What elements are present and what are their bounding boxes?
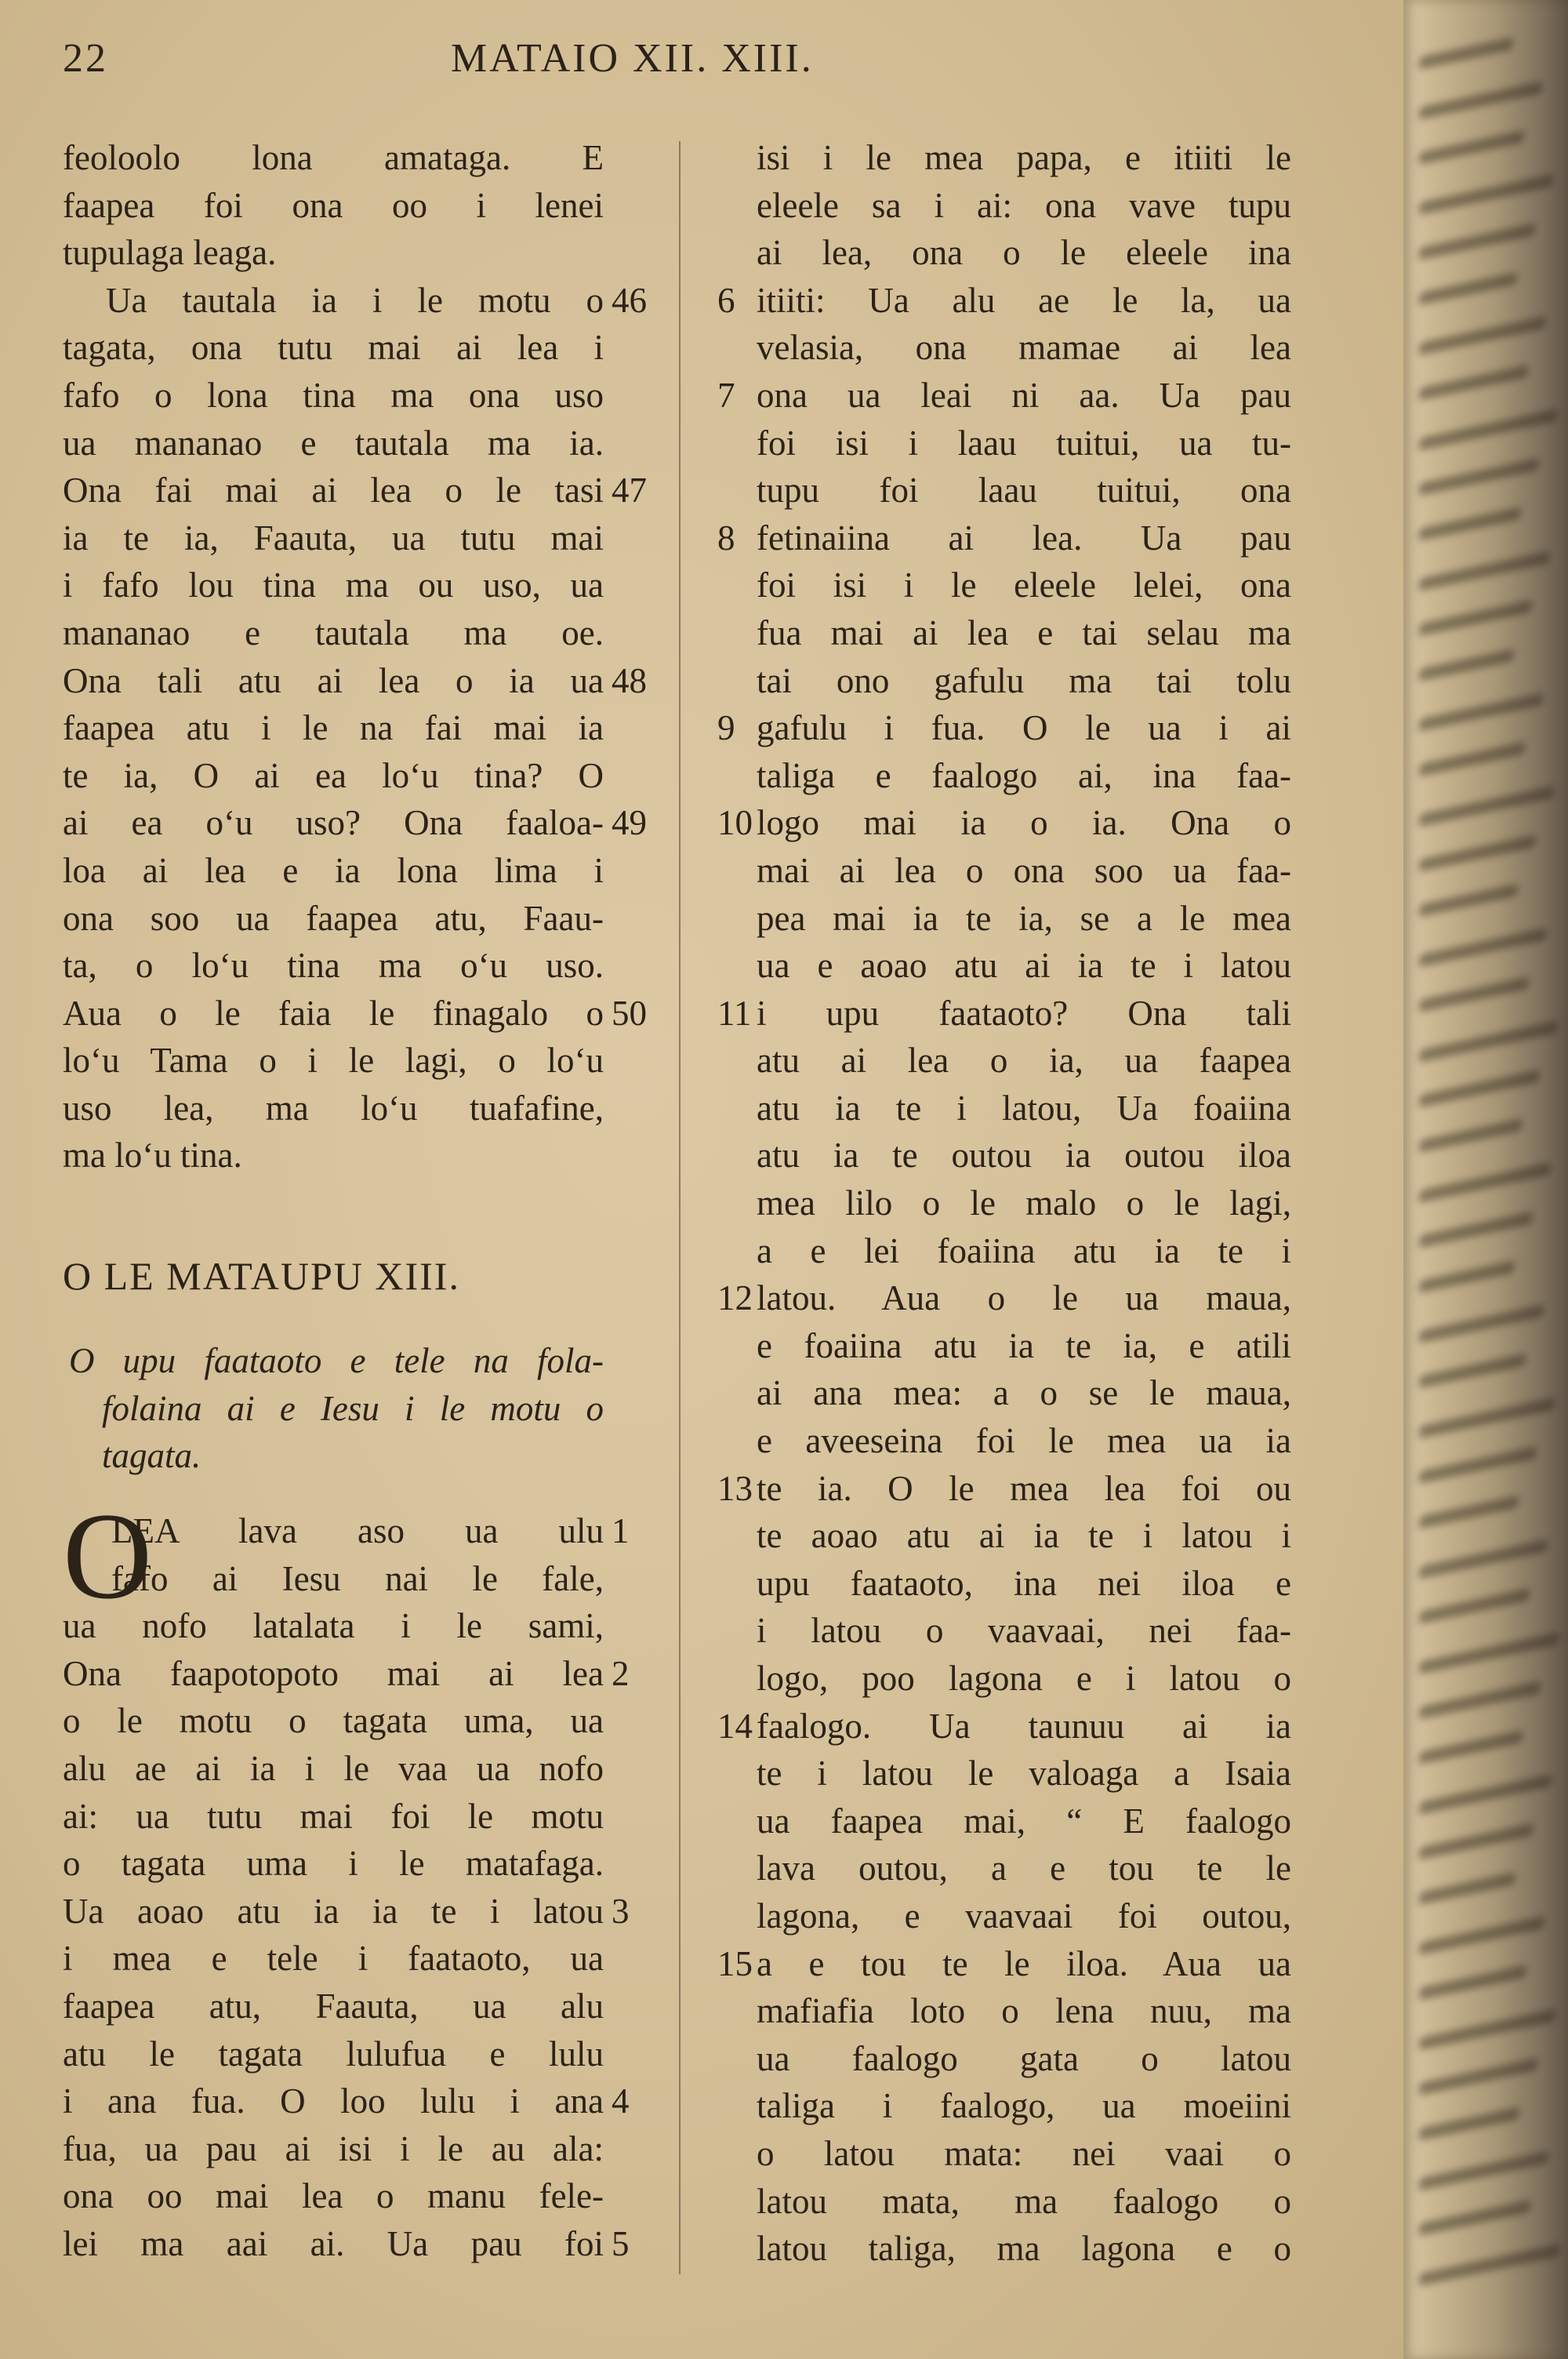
text-line [63,1935,604,1983]
text-line [757,324,1291,372]
facing-page-text-blur [1419,1539,1548,1579]
text-line [717,372,1291,420]
line-text: te i latou le valoaga a Isaia [757,1754,1291,1794]
text-line [717,1465,1291,1513]
text-line [63,657,647,705]
line-text: mananao e tautala ma oe. [63,612,604,652]
facing-page-text-blur [1419,1118,1522,1153]
line-text: ua e aoao atu ai ia te i latou [757,946,1291,986]
line-text: ua faapea mai, “ E faalogo [757,1801,1291,1841]
verse-number: 2 [612,1653,630,1693]
line-text: feoloolo lona amataga. E [63,138,604,177]
line-text: mai ai lea o ona soo ua faa- [757,850,1291,890]
line-text: faapea foi ona oo i lenei [63,185,604,225]
facing-page-text-blur [1419,742,1525,777]
left-column-continuation [63,134,647,1180]
line-text: lo‘u Tama o i le lagi, o lo‘u [63,1041,604,1081]
verse-number: 50 [612,993,647,1033]
verse-number: 5 [612,2223,630,2263]
line-text: faapea atu i le na fai mai ia [63,708,604,748]
facing-page-text-blur [1419,458,1539,496]
verse-number: 47 [612,471,647,511]
line-text: ona oo mai lea o manu fele- [63,2176,604,2216]
line-text: i latou o vaavaai, nei faa- [757,1611,1291,1651]
line-text: atu le tagata lulufua e lulu [63,2034,604,2074]
text-line [717,704,1291,752]
line-text: ai ana mea: a o se le maua, [757,1373,1291,1413]
line-text: pea mai ia te ia, se a le mea [757,898,1291,938]
facing-page-text-blur [1419,37,1513,70]
text-line [757,229,1291,277]
line-text: itiiti: Ua alu ae le la, ua [757,280,1291,320]
line-text: a e lei foaiina atu ia te i [757,1230,1291,1270]
text-line [63,229,604,277]
facing-page-text-blur [1419,1872,1515,1905]
line-text: eleele sa i ai: ona vave tupu [757,185,1291,225]
verse-number: 12 [717,1278,753,1318]
text-line [757,1322,1291,1370]
facing-page-text-blur [1419,316,1546,355]
line-text: ai lea, ona o le eleele ina [757,233,1291,273]
text-line [717,1940,1291,1988]
text-line [757,752,1291,800]
text-line [717,1274,1291,1322]
line-text: mafiafia loto o lena nuu, ma [757,1991,1291,2031]
text-line [63,562,604,609]
facing-page-text-blur [1419,551,1550,591]
line-text: logo mai ia o ia. Ona o [757,803,1291,843]
line-text: lagona, e vaavaai foi outou, [757,1896,1291,1936]
facing-page-text-blur [1419,272,1517,306]
line-text: i ana fua. O loo lulu i ana [63,2081,604,2121]
line-text: isi i le mea papa, e itiiti le [757,138,1291,177]
text-line [757,1369,1291,1417]
facing-page-text-blur [1419,1730,1523,1765]
line-text: folaina ai e Iesu i le motu o [102,1388,604,1428]
line-text: tagata, ona tutu mai ai lea i [63,328,604,368]
text-line [63,1037,604,1085]
text-line [757,1037,1291,1085]
verse-number: 3 [612,1891,630,1931]
line-text: faalogo. Ua taunuu ai ia [757,1706,1291,1746]
text-line [757,895,1291,943]
line-text: i fafo lou tina ma ou uso, ua [63,565,604,605]
facing-page-text-blur [1419,507,1521,541]
facing-page-text-blur [1419,1020,1558,1063]
text-line [757,1085,1291,1132]
text-line [63,324,604,372]
facing-page-text-blur [1419,928,1547,968]
facing-page-text-blur [1419,1354,1526,1389]
text-line [757,609,1291,657]
line-text: a e tou te le iloa. Aua ua [757,1943,1291,1983]
facing-page-text-blur [1419,1212,1533,1249]
text-line [757,847,1291,895]
facing-page-text-blur [1419,1070,1540,1108]
line-text: O upu faataoto e tele na fola- [69,1341,604,1380]
line-text: o tagata uma i le matafaga. [63,1844,604,1884]
text-line [757,2130,1291,2178]
line-text: fua mai ai lea e tai selau ma [757,612,1291,652]
drop-cap: O [63,1488,153,1625]
text-line [757,467,1291,514]
text-line [63,2030,604,2078]
text-line [757,2225,1291,2273]
line-text: upu faataoto, ina nei iloa e [757,1563,1291,1603]
line-text: te ia. O le mea lea foi ou [757,1468,1291,1508]
facing-page-text-blur [1419,2058,1537,2095]
verse-number: 48 [612,660,647,700]
text-line [717,990,1291,1038]
line-text: velasia, ona mamae ai lea [757,328,1291,368]
text-line [63,752,604,800]
line-text: ia te ia, Faauta, ua tutu mai [63,518,604,558]
line-text: foi isi i le eleele lelei, ona [757,565,1291,605]
facing-page-text-blur [1419,130,1524,165]
facing-page-text-blur [1419,2106,1519,2140]
verse-number: 9 [717,708,735,748]
text-line [63,1602,604,1650]
text-line [63,514,604,562]
facing-page-text-blur [1419,2150,1548,2190]
text-line [757,1797,1291,1845]
chapter-summary [63,1337,604,1480]
text-line [757,1607,1291,1655]
line-text: i mea e tele i faataoto, ua [63,1939,604,1979]
line-text: alu ae ai ia i le vaa ua nofo [63,1748,604,1788]
line-text: atu ia te outou ia outou iloa [757,1136,1291,1176]
line-text: latou taliga, ma lagona e o [757,2229,1291,2269]
text-line [63,847,604,895]
text-line [757,562,1291,609]
text-line [63,1132,604,1180]
text-line [63,1840,604,1888]
text-line [63,2125,604,2173]
text-line [63,1337,604,1385]
facing-page-text-blur [1419,1823,1534,1859]
text-line [63,1793,604,1841]
text-line [63,704,604,752]
text-line [63,277,647,325]
text-line [63,1888,630,1936]
line-text: Ona faapotopoto mai ai lea [63,1653,604,1693]
line-text: uso lea, ma lo‘u tuafafine, [63,1088,604,1128]
text-line [757,1417,1291,1465]
verse-number: 14 [717,1706,753,1746]
line-text: loa ai lea e ia lona lima i [63,850,604,890]
verse-number: 4 [612,2081,630,2121]
line-text: tai ono gafulu ma tai tolu [757,660,1291,700]
text-line [757,2035,1291,2083]
verse-number: 10 [717,803,753,843]
text-line [757,1987,1291,2035]
line-text: fafo o lona tina ma ona uso [63,375,604,415]
text-line [63,1385,604,1433]
text-line [757,657,1291,705]
text-line [63,1650,630,1698]
text-line [717,514,1291,562]
text-line [63,420,604,467]
text-line [757,1227,1291,1275]
facing-page-text-blur [1419,1260,1515,1293]
facing-page-text-blur [1419,365,1528,401]
line-text: gafulu i fua. O le ua i ai [757,708,1291,748]
facing-page-text-blur [1419,1446,1537,1484]
line-text: ona soo ua faapea atu, Faau- [63,898,604,938]
text-line [63,2172,604,2220]
text-line [717,799,1291,847]
line-text: e foaiina atu ia te ia, e atili [757,1325,1291,1365]
line-text: ua nofo latalata i le sami, [63,1606,604,1646]
verse-number: 13 [717,1468,753,1508]
text-line [757,1892,1291,1940]
verse-number: 1 [612,1511,630,1550]
facing-page-text-blur [1419,409,1557,450]
text-line [757,942,1291,990]
text-line [757,1512,1291,1560]
line-text: te aoao atu ai ia te i latou i [757,1516,1291,1556]
facing-page-text-blur [1419,976,1529,1012]
facing-page-text-blur [1419,174,1553,215]
right-column [717,134,1291,2273]
line-text: mea lilo o le malo o le lagi, [757,1183,1291,1223]
facing-page-text-blur [1419,1398,1555,1439]
line-text: ai: ua tutu mai foi le motu [63,1796,604,1836]
text-line [757,182,1291,230]
line-text: o latou mata: nei vaai o [757,2133,1291,2173]
line-text: Ona fai mai ai lea o le tasi [63,471,604,511]
facing-page-edge [1403,0,1568,2359]
line-text: lei ma aai ai. Ua pau foi [63,2223,604,2263]
facing-page-text-blur [1419,1304,1544,1343]
text-line [757,1750,1291,1797]
facing-page-text-blur [1419,81,1542,119]
line-text: i upu faataoto? Ona tali [757,993,1291,1033]
facing-page-text-blur [1419,2009,1555,2051]
facing-page-text-blur [1419,884,1518,918]
line-text: LEA lava aso ua ulu [111,1511,604,1550]
text-line [63,2220,630,2268]
text-line [63,1085,604,1132]
line-text: lava outou, a e tou te le [757,1848,1291,1888]
line-text: fua, ua pau ai isi i le au ala: [63,2128,604,2168]
line-text: tupulaga leaga. [63,233,277,273]
line-text: latou mata, ma faalogo o [757,2181,1291,2221]
text-line [63,609,604,657]
text-line [63,182,604,230]
line-text: ona ua leai ni aa. Ua pau [757,375,1291,415]
line-text: tupu foi laau tuitui, ona [757,471,1291,511]
facing-page-text-blur [1419,1681,1541,1720]
text-line [757,1845,1291,1892]
text-line [757,1132,1291,1180]
line-text: fafo ai Iesu nai le fale, [111,1558,604,1598]
text-line [757,2082,1291,2130]
verse-number: 46 [612,280,647,320]
text-line [63,1555,604,1603]
line-text: taliga e faalogo ai, ina faa- [757,755,1291,795]
text-line [63,134,604,182]
facing-page-text-blur [1419,1588,1530,1624]
verse-number: 7 [717,375,735,415]
verse-number: 8 [717,518,735,558]
text-line [63,372,604,420]
chapter-heading: O LE MATAUPU XIII. [63,1254,460,1298]
line-text: Ua aoao atu ia ia te i latou [63,1891,604,1931]
facing-page-text-blur [1419,600,1532,637]
line-text: ta, o lo‘u tina ma o‘u uso. [63,946,604,986]
facing-page-text-blur [1419,1496,1519,1529]
line-text: Ona tali atu ai lea o ia ua [63,660,604,700]
line-text: atu ai lea o ia, ua faapea [757,1041,1291,1081]
text-line [63,1697,604,1745]
facing-page-text-blur [1419,1965,1526,2000]
facing-page-text-blur [1419,649,1514,682]
facing-page-text-blur [1419,2200,1530,2236]
text-line [757,1560,1291,1608]
facing-page-text-blur [1419,834,1536,872]
line-text: ma lo‘u tina. [63,1136,242,1176]
text-line [63,1983,604,2030]
facing-page-text-blur [1419,1916,1544,1955]
text-line [63,1745,604,1793]
verse-number: 49 [612,803,647,843]
text-line [63,895,604,943]
facing-page-text-blur [1419,2244,1559,2286]
line-text: o le motu o tagata uma, ua [63,1701,604,1741]
text-line [63,1507,630,1555]
page-number: 22 [63,36,108,81]
line-text: te ia, O ai ea lo‘u tina? O [63,755,604,795]
text-line [717,1703,1291,1750]
line-text: ua faalogo gata o latou [757,2038,1291,2078]
line-text: Aua o le faia le finagalo o [63,993,604,1033]
line-text: fetinaiina ai lea. Ua pau [757,518,1291,558]
chapter-body [63,1507,630,2268]
line-text: tagata. [102,1436,201,1476]
text-line [63,990,647,1038]
facing-page-text-blur [1419,1774,1552,1815]
facing-page-text-blur [1419,1162,1551,1203]
text-line [63,467,647,514]
text-line [757,1655,1291,1703]
text-line [757,134,1291,182]
running-title: MATAIO XII. XIII. [451,36,814,81]
text-line [717,277,1291,325]
verse-number: 15 [717,1943,753,1983]
text-line [63,2077,630,2125]
line-text: logo, poo lagona e i latou o [757,1659,1291,1698]
line-text: taliga i faalogo, ua moeiini [757,2086,1291,2126]
text-line [757,2178,1291,2226]
line-text: foi isi i laau tuitui, ua tu- [757,423,1291,463]
text-line [757,420,1291,467]
verse-number: 11 [717,993,752,1033]
facing-page-text-blur [1419,786,1554,827]
column-divider [679,141,681,2274]
verse-number: 6 [717,280,735,320]
text-line [757,1180,1291,1227]
line-text: e aveeseina foi le mea ua ia [757,1421,1291,1461]
text-line [63,942,604,990]
facing-page-text-blur [1419,223,1535,260]
text-line [63,1432,604,1480]
line-text: ai ea o‘u uso? Ona faaloa- [63,803,604,843]
facing-page-text-blur [1419,1632,1559,1674]
line-text: Ua tautala ia i le motu o [106,280,604,320]
text-line [63,799,647,847]
line-text: atu ia te i latou, Ua foaiina [757,1088,1291,1128]
line-text: faapea atu, Faauta, ua alu [63,1986,604,2026]
line-text: ua mananao e tautala ma ia. [63,423,604,463]
facing-page-text-blur [1419,692,1543,732]
line-text: latou. Aua o le ua maua, [757,1278,1291,1318]
